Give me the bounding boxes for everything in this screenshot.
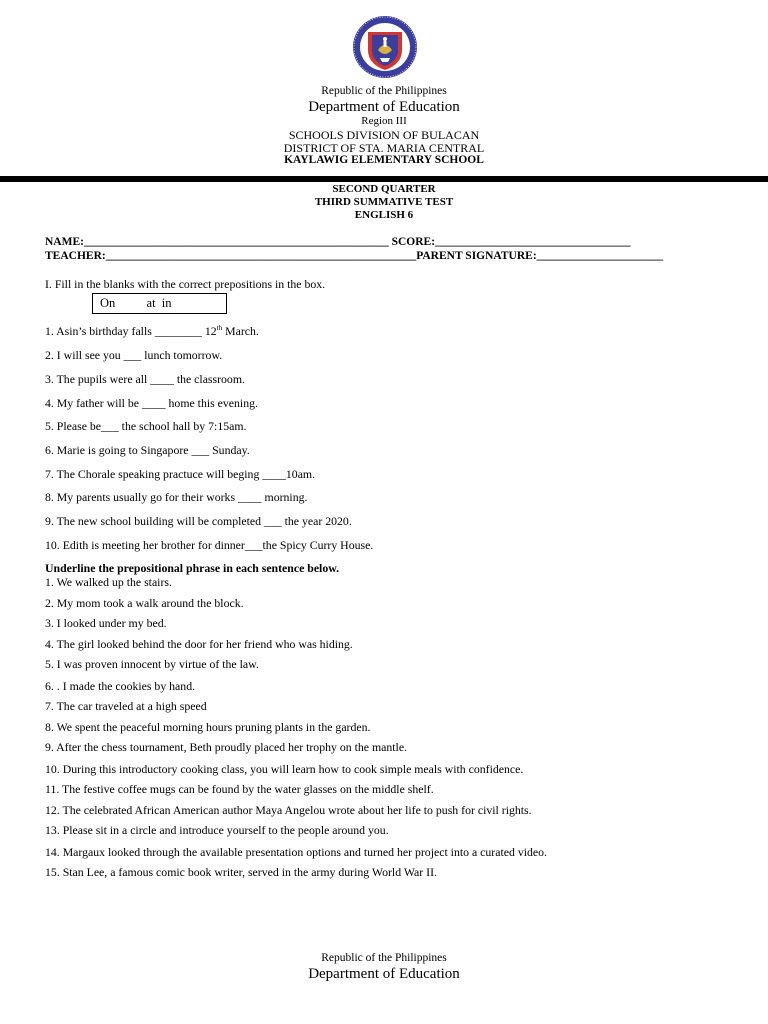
subject-line: ENGLISH 6: [354, 209, 414, 221]
ordinal-suffix: th: [216, 324, 223, 332]
part1-item: 5. Please be___ the school hall by 7:15am.: [45, 419, 247, 433]
part2-item: 3. I looked under my bed.: [45, 616, 167, 630]
part2-item: 10. During this introductory cooking class, you will learn how to cook simple meals with confidence.: [45, 762, 524, 776]
part1-item: 4. My father will be ____ home this evening.: [45, 396, 258, 410]
footer-republic-line: Republic of the Philippines: [321, 952, 447, 964]
part2-item: 4. The girl looked behind the door for her friend who was hiding.: [45, 637, 353, 651]
footer-department-title: Department of Education: [308, 966, 460, 982]
part2-item: 15. Stan Lee, a famous comic book writer, served in the army during World War II.: [45, 865, 437, 879]
teacher-signature-field[interactable]: TEACHER:______________________________________________________PARENT SIGNATURE:______________________: [45, 250, 664, 262]
part2-item: 12. The celebrated African American author Maya Angelou wrote about her life to push for civil rights.: [45, 803, 532, 817]
part1-item: 6. Marie is going to Singapore ___ Sunday.: [45, 443, 250, 457]
part2-item: 11. The festive coffee mugs can be found by the water glasses on the middle shelf.: [45, 782, 434, 796]
district-line: DISTRICT OF STA. MARIA CENTRAL: [283, 141, 485, 155]
part2-item: 1. We walked up the stairs.: [45, 575, 172, 589]
test-title: THIRD SUMMATIVE TEST: [314, 196, 454, 208]
part2-item: 14. Margaux looked through the available presentation options and turned her project into a curated video.: [45, 845, 547, 859]
deped-seal-logo: [338, 14, 432, 80]
quarter-line: SECOND QUARTER: [332, 183, 436, 195]
part1-item1-end: March.: [222, 324, 259, 338]
part1-instruction: I. Fill in the blanks with the correct prepositions in the box.: [45, 277, 326, 291]
division-line: SCHOOLS DIVISION OF BULACAN: [288, 128, 480, 142]
part1-item: 7. The Chorale speaking practuce will beging ____10am.: [45, 467, 316, 481]
part1-item: 9. The new school building will be completed ___ the year 2020.: [45, 514, 352, 528]
part1-item: 10. Edith is meeting her brother for dinner___the Spicy Curry House.: [45, 538, 374, 552]
region-line: Region III: [361, 115, 407, 127]
part1-item: 2. I will see you ___ lunch tomorrow.: [45, 348, 223, 362]
republic-line: Republic of the Philippines: [321, 85, 447, 97]
part1-item: 8. My parents usually go for their works ____ morning.: [45, 490, 308, 504]
part2-item: 7. The car traveled at a high speed: [45, 699, 207, 713]
part2-item: 9. After the chess tournament, Beth proudly placed her trophy on the mantle.: [45, 740, 407, 754]
prepositions-box: On at in: [92, 293, 227, 314]
school-name: KAYLAWIG ELEMENTARY SCHOOL: [284, 154, 484, 166]
part1-item: 3. The pupils were all ____ the classroom.: [45, 372, 245, 386]
part1-item1-text: 1. Asin’s birthday falls ________ 12: [45, 324, 217, 338]
header-divider: [0, 176, 768, 182]
name-score-field[interactable]: NAME:_____________________________________________________ SCORE:__________________________________: [45, 236, 631, 248]
department-title: Department of Education: [308, 99, 460, 115]
part2-item: 13. Please sit in a circle and introduce yourself to the people around you.: [45, 823, 389, 837]
part2-item: 2. My mom took a walk around the block.: [45, 596, 244, 610]
part2-item: 5. I was proven innocent by virtue of the law.: [45, 657, 259, 671]
part2-item: 8. We spent the peaceful morning hours pruning plants in the garden.: [45, 720, 371, 734]
part2-item: 6. . I made the cookies by hand.: [45, 679, 196, 693]
part2-instruction: Underline the prepositional phrase in each sentence below.: [45, 561, 340, 575]
part1-item: [45, 326, 259, 338]
